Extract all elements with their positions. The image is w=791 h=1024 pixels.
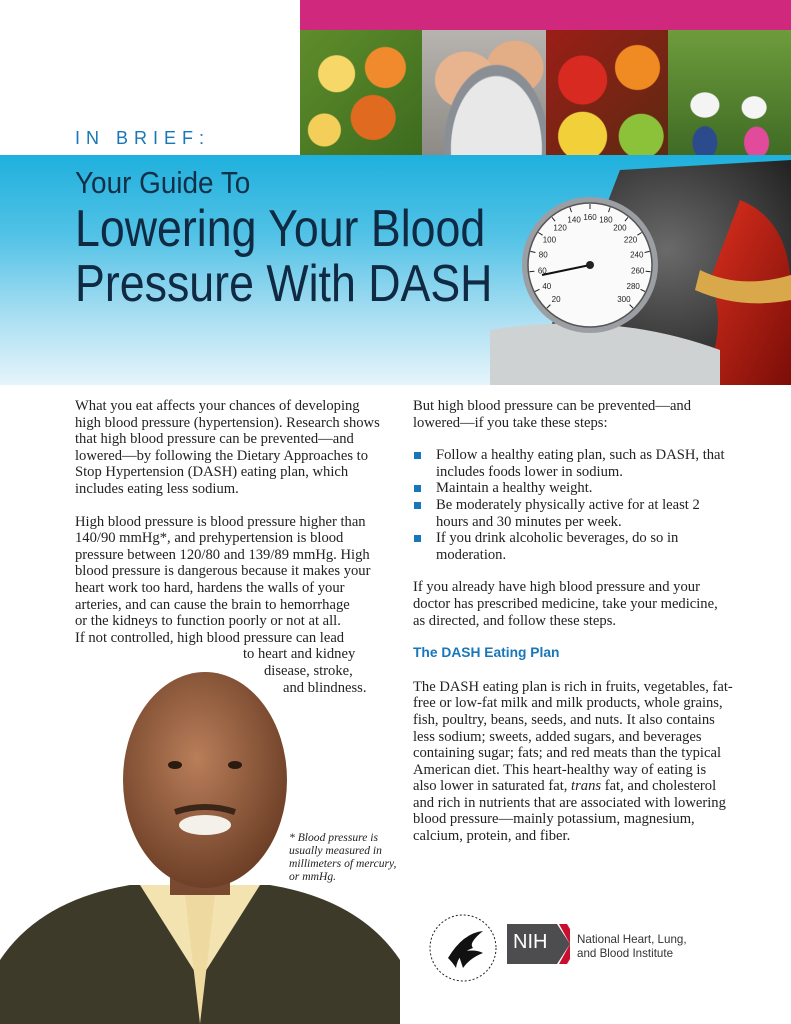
step-text: Follow a healthy eating plan, such as DASH, that includes foods lower in sodium. <box>436 447 725 480</box>
gauge-tick-label: 160 <box>583 213 597 222</box>
footnote: * Blood pressure is usually measured in millimeters of mercury, or mmHg. <box>289 831 397 883</box>
bullet-square-icon <box>414 535 421 542</box>
prevention-steps <box>413 447 733 563</box>
gauge-tick-label: 60 <box>537 266 547 276</box>
title-line-2: Pressure With DASH <box>75 255 493 313</box>
blood-pressure-gauge-image <box>490 160 791 385</box>
hbp-line: and blindness. <box>283 679 367 696</box>
step-text: Maintain a healthy weight. <box>436 480 593 497</box>
bathroom-scale-photo <box>422 30 546 155</box>
page-title <box>75 202 492 312</box>
right-column <box>413 398 733 861</box>
hbp-line: blood pressure is dangerous because it makes your <box>75 563 371 580</box>
gauge-tick-label: 100 <box>542 235 557 245</box>
hhs-eagle-seal-icon <box>428 913 498 983</box>
hbp-line: pressure between 120/80 and 139/89 mmHg. High <box>75 546 370 563</box>
gauge-tick-mark <box>529 271 534 272</box>
magenta-accent-bar <box>300 0 791 30</box>
step-text: Be moderately physically active for at least 2 hours and 30 minutes per week. <box>436 496 700 530</box>
fruit-photo <box>546 30 668 155</box>
gauge-tick-mark <box>646 271 651 272</box>
bullet-square-icon <box>414 502 421 509</box>
gauge-tick-label: 120 <box>553 223 567 233</box>
hbp-line: arteries, and can cause the brain to hemorrhage <box>75 596 350 613</box>
hbp-line: High blood pressure is blood pressure higher than <box>75 513 366 530</box>
dash-text-italic: trans <box>571 778 602 795</box>
dash-text-part: fat, and cholesterol and rich in nutrients that are associated with lowering blood pressure—mainly potassium, magnesium, calcium, protein, and fiber. <box>413 778 726 845</box>
list-item <box>413 497 733 530</box>
right-eye <box>228 761 242 769</box>
walking-couple-photo <box>668 30 791 155</box>
step-text: If you drink alcoholic beverages, do so in moderation. <box>436 530 679 563</box>
hbp-line: heart work too hard, hardens the walls of your <box>75 579 345 596</box>
medicine-paragraph: If you already have high blood pressure and your doctor has prescribed medicine, take your medicine, as directed, and follow these steps. <box>413 579 718 629</box>
hbp-line: disease, stroke, <box>264 662 353 679</box>
gauge-tick-label: 80 <box>538 250 548 260</box>
nih-logo <box>507 924 570 964</box>
title-line-1: Lowering Your Blood <box>75 200 486 258</box>
gauge-tick-label: 220 <box>623 235 638 245</box>
intro-paragraph: What you eat affects your chances of developing high blood pressure (hypertension). Research shows that high blood pressure can be prevented—and lowered—by following the Dietary Approaches to Stop Hypertension (DASH) eating plan, which includes eating less sodium. <box>75 398 380 497</box>
hbp-line: or the kidneys to function poorly or not at all. <box>75 613 341 630</box>
gauge-tick-label: 40 <box>542 281 552 291</box>
left-column <box>75 398 385 696</box>
dash-section-heading: The DASH Eating Plan <box>413 645 560 661</box>
list-item <box>413 530 733 563</box>
nih-text: NIH <box>513 931 548 953</box>
hbp-line: to heart and kidney <box>243 646 356 663</box>
gauge-hub <box>586 261 594 269</box>
in-brief-kicker: IN BRIEF: <box>75 128 211 148</box>
dash-text-part: The DASH eating plan is rich in fruits, vegetables, fat-free or low-fat milk and milk products, whole grains, fish, poultry, beans, seeds, and nuts. It also contains less sodium; sweets, added sugars, and beverages containing sugar; fats; and red meats than the typical American diet. This heart-healthy way of eating is also lower in saturated fat, <box>413 678 733 795</box>
left-eye <box>168 761 182 769</box>
nhlbi-name: National Heart, Lung, and Blood Institute <box>577 933 687 960</box>
bullet-square-icon <box>414 485 421 492</box>
list-item <box>413 447 733 480</box>
guide-subtitle: Your Guide To <box>75 165 251 200</box>
gauge-tick-label: 140 <box>567 215 581 225</box>
gauge-tick-label: 240 <box>630 250 644 260</box>
head <box>123 672 287 888</box>
gauge-tick-label: 20 <box>551 294 561 304</box>
vegetables-photo <box>300 30 422 155</box>
bullet-square-icon <box>414 452 421 459</box>
gauge-tick-label: 300 <box>617 294 631 304</box>
hbp-line: If not controlled, high blood pressure can lead <box>75 629 345 646</box>
gauge-tick-label: 180 <box>599 215 613 225</box>
gauge-tick-label: 260 <box>631 266 645 276</box>
gauge-tick-label: 200 <box>613 223 627 233</box>
dash-paragraph <box>413 679 733 845</box>
hbp-line: 140/90 mmHg*, and prehypertension is blood <box>75 530 344 547</box>
smile <box>179 815 231 835</box>
prevention-lead: But high blood pressure can be prevented—and lowered—if you take these steps: <box>413 398 692 431</box>
gauge-tick-label: 280 <box>626 281 640 291</box>
list-item <box>413 480 733 497</box>
